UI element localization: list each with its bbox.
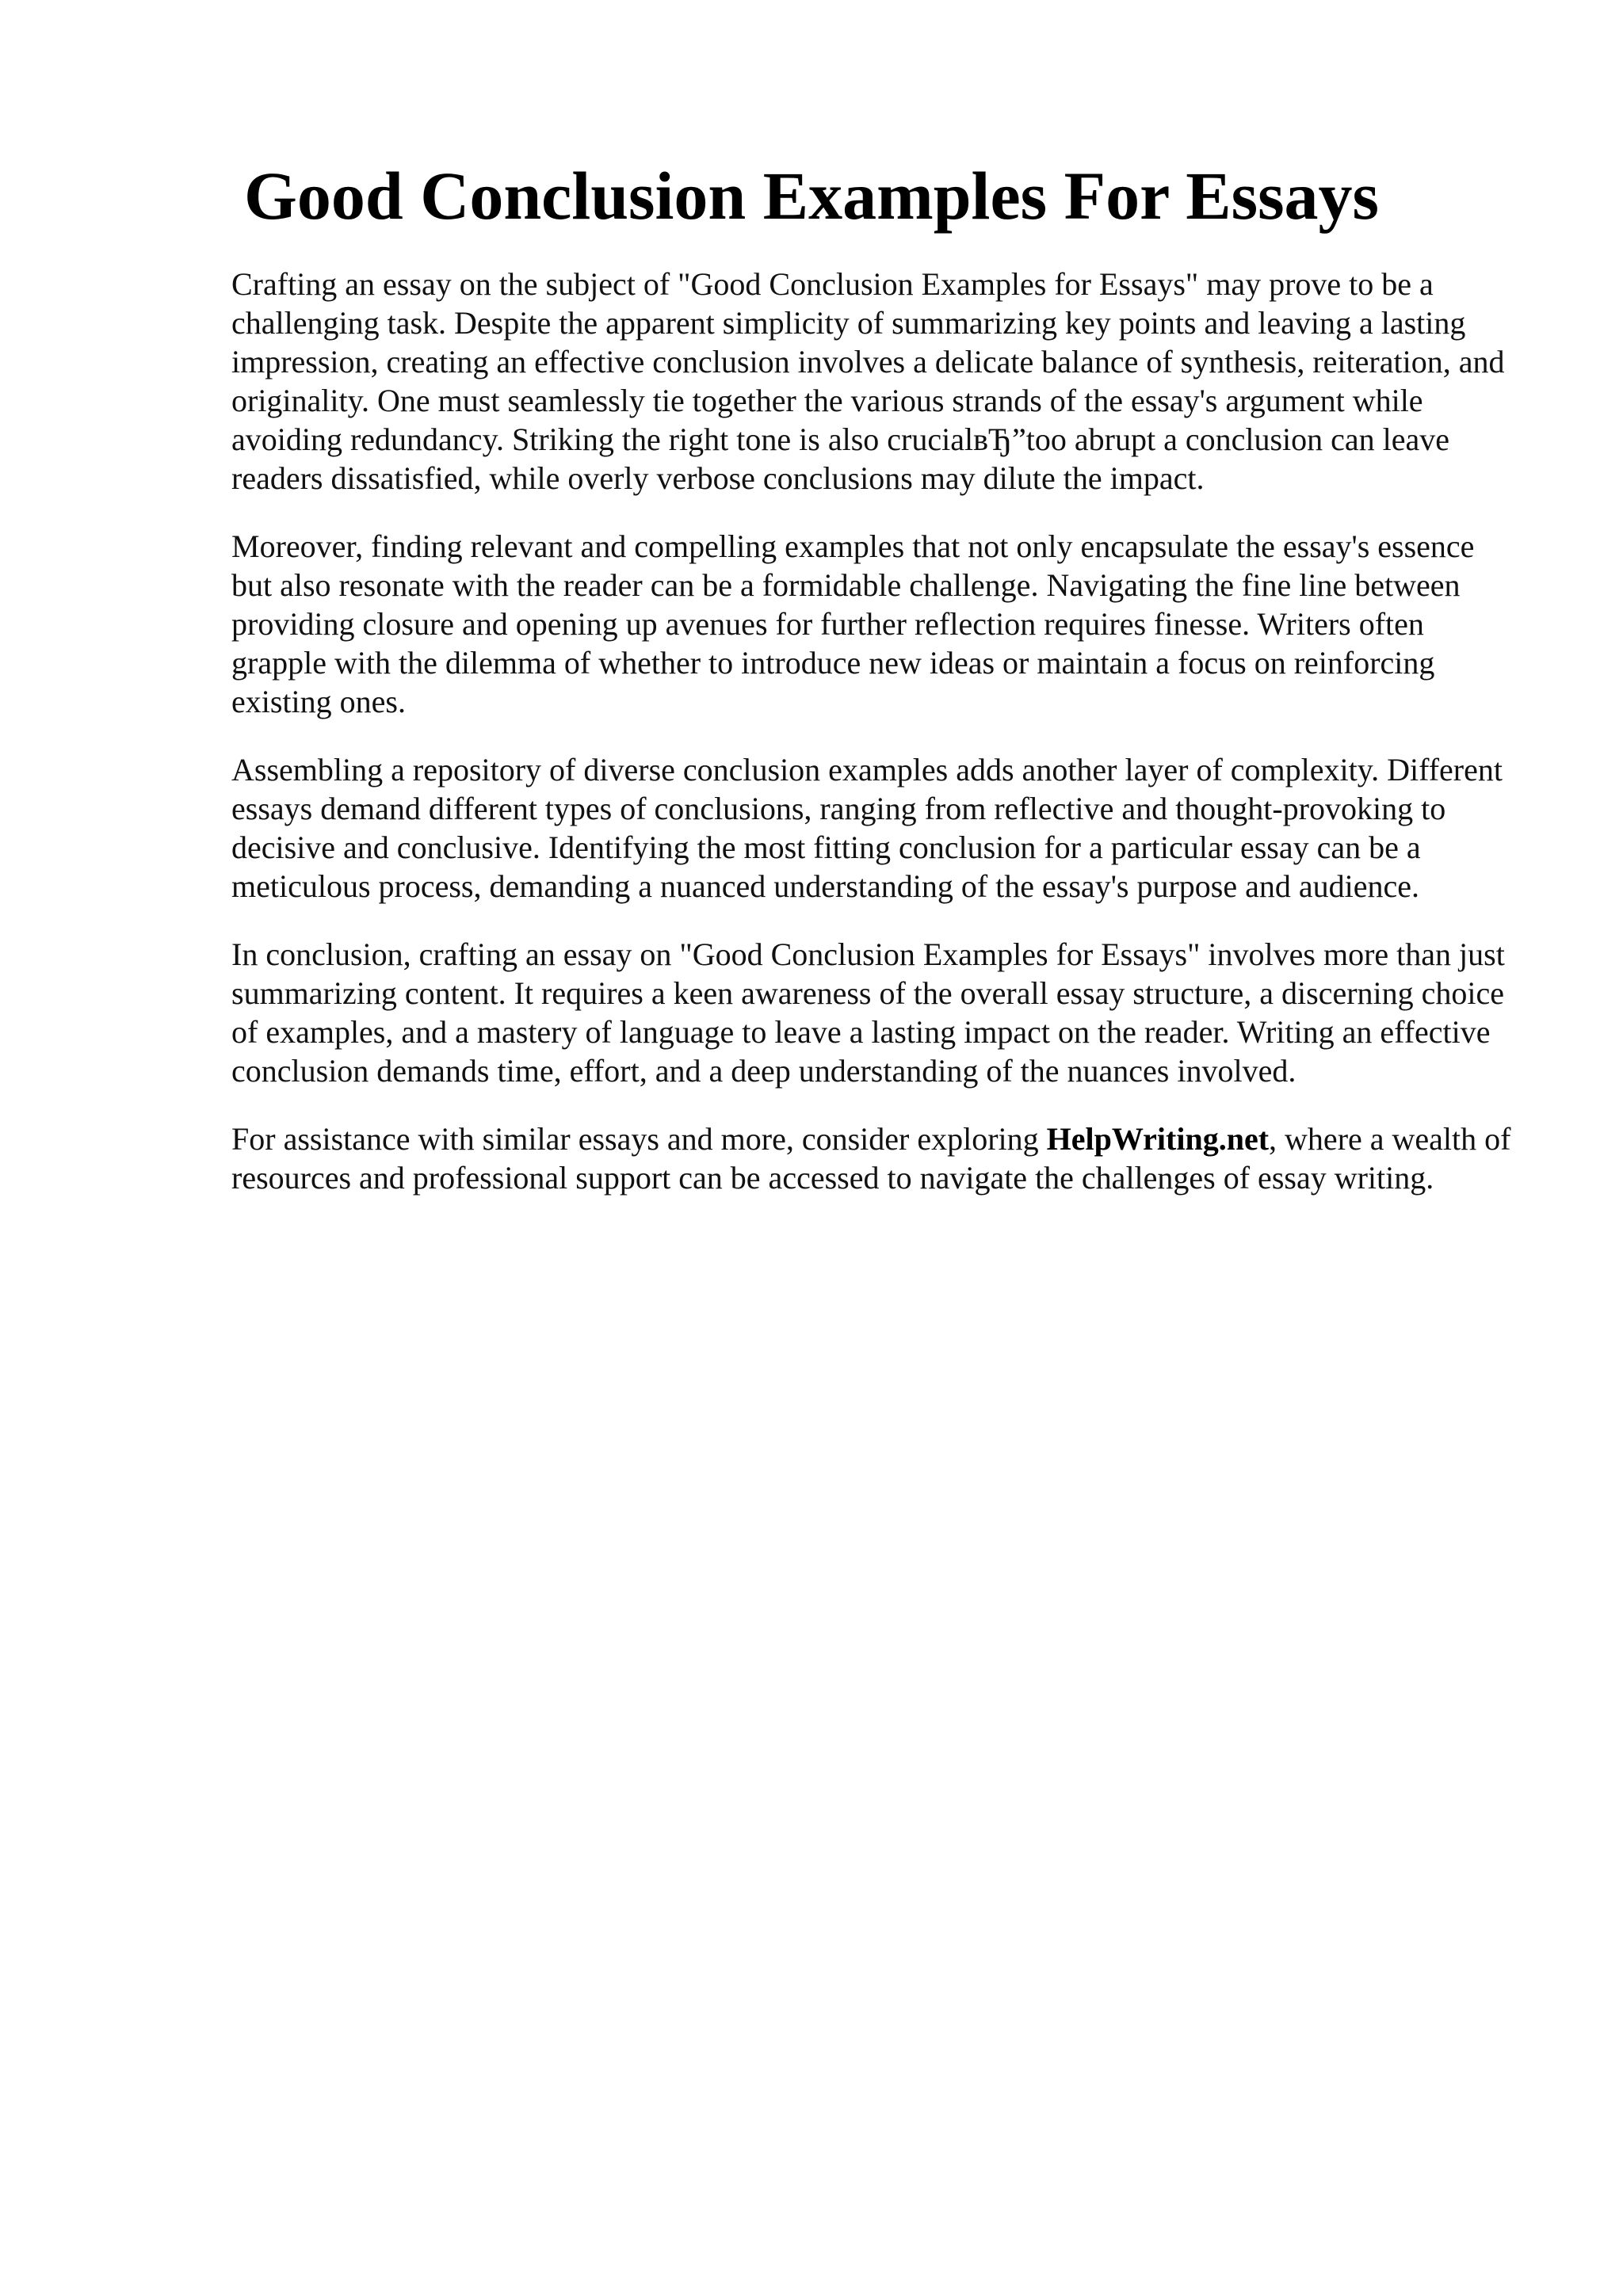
paragraph-2: Moreover, finding relevant and compelling examples that not only encapsulate the essay's essence but also resonate with the reader can be a formidable challenge. Navigating the fine line between providing closure and opening up avenues for further reflection requires finesse. Writers often grapple with the dilemma of whether to introduce new ideas or maintain a focus on reinforcing existing ones. — [231, 528, 1475, 719]
closing-text-after: , where a wealth of resources and professional support can be accessed to navigate the challenges of essay writing. — [231, 1121, 1511, 1196]
paragraph-3: Assembling a repository of diverse conclusion examples adds another layer of complexity. Different essays demand different types of conclusions, ranging from reflective and thought-provoking to decisive and conclusive. Identifying the most fitting conclusion for a particular essay can be a meticulous process, demanding a nuanced understanding of the essay's purpose and audience. — [231, 752, 1503, 904]
brand-name: HelpWriting.net — [1046, 1121, 1270, 1157]
closing-text-before: For assistance with similar essays and more, consider exploring — [231, 1121, 1047, 1157]
document-title: Good Conclusion Examples For Essays — [243, 158, 1380, 234]
paragraph-1: Crafting an essay on the subject of "Good Conclusion Examples for Essays" may prove to be a challenging task. Despite the apparent simplicity of summarizing key points and leaving a lasting impression, creating an effective conclusion involves a delicate balance of synthesis, reiteration, and originality. One must seamlessly tie together the various strands of the essay's argument while avoiding redundancy. Striking the right tone is also crucialвЂ”too abrupt a conclusion can leave readers dissatisfied, while overly verbose conclusions may dilute the impact. — [231, 266, 1505, 496]
document-body — [231, 265, 1515, 1226]
paragraph-4: In conclusion, crafting an essay on "Good Conclusion Examples for Essays" involves more than just summarizing content. It requires a keen awareness of the overall essay structure, a discerning choice of examples, and a mastery of language to leave a lasting impact on the reader. Writing an effective conclusion demands time, effort, and a deep understanding of the nuances involved. — [231, 936, 1505, 1089]
closing-paragraph — [231, 1119, 1515, 1197]
